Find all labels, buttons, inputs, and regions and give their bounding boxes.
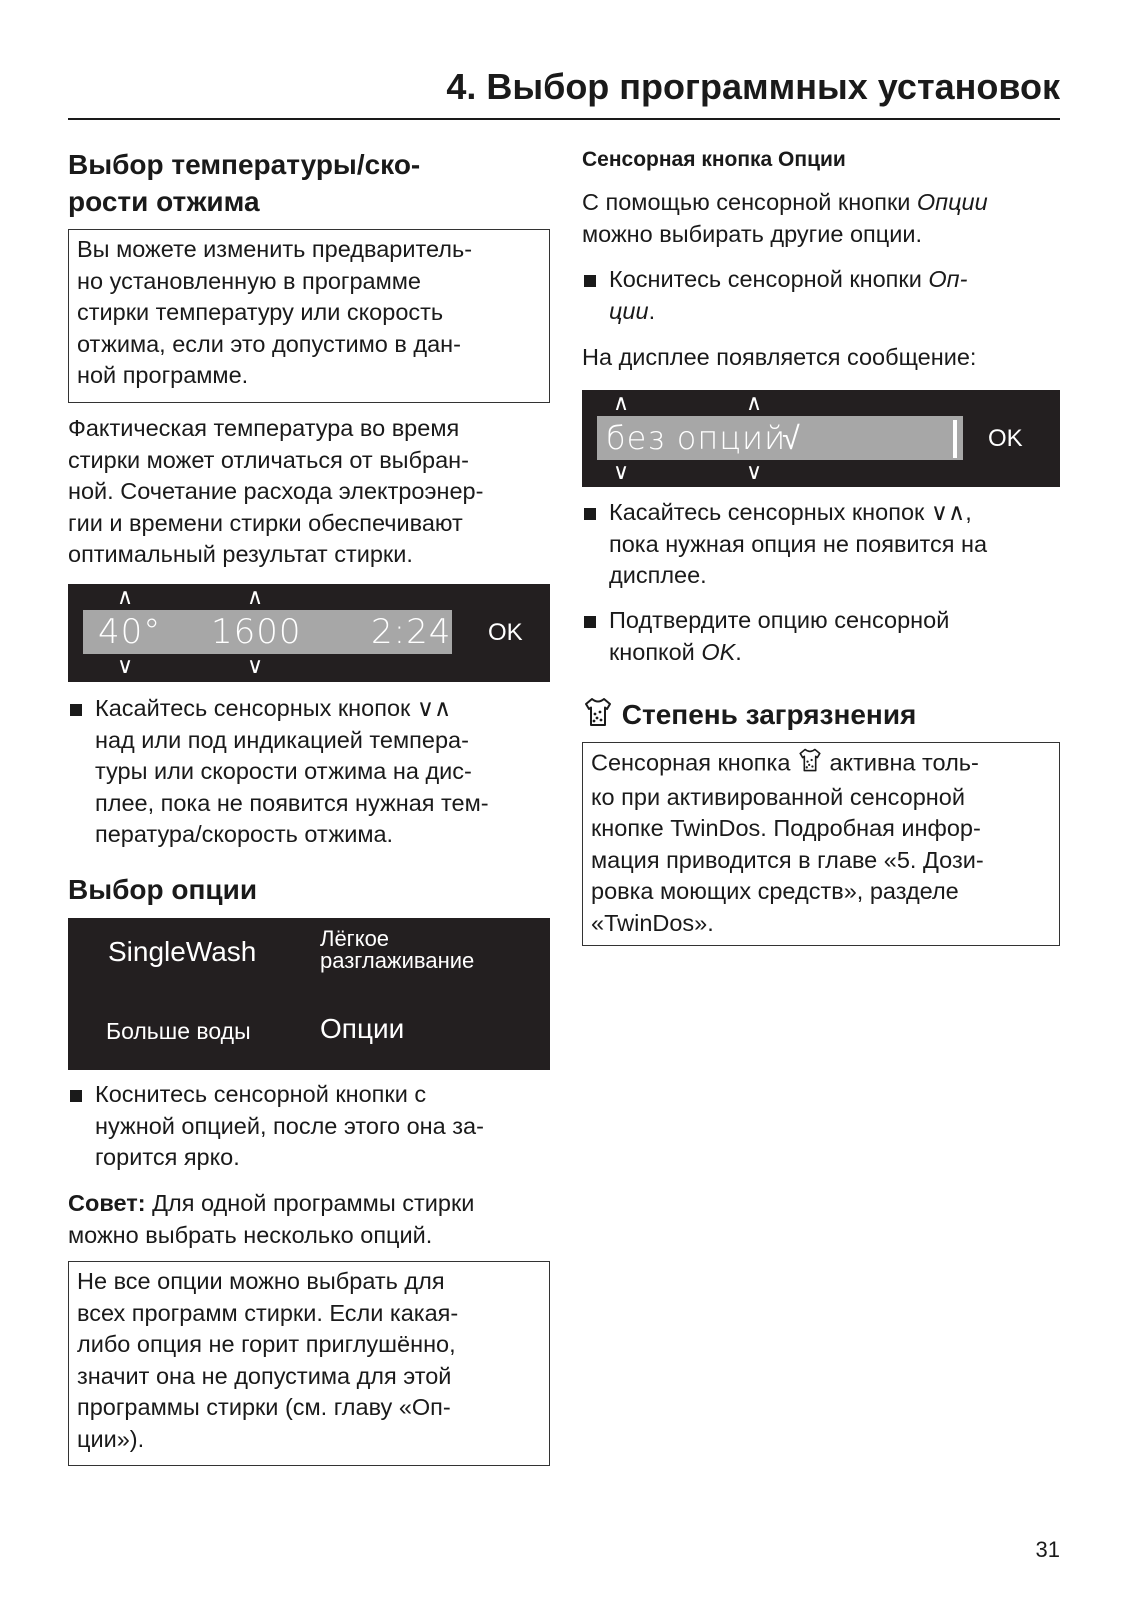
bullet-line: над или под индикацией темпера- — [95, 726, 469, 753]
bullet-line: плее, пока не появится нужная тем- — [95, 789, 489, 816]
bullet-line — [609, 264, 1060, 296]
ok-button[interactable]: OK — [988, 425, 1023, 452]
easy-iron-option[interactable] — [320, 928, 474, 972]
bullet-line: Касайтесь сенсорных кнопок ∨∧, — [609, 499, 972, 525]
bullet-temperature-spin — [68, 693, 550, 851]
bullet-line: Коснитесь сенсорной кнопки с — [95, 1081, 427, 1107]
paragraph-line: Фактическая температура во время — [68, 415, 460, 441]
bullet-confirm-option — [582, 605, 1060, 668]
paragraph-line: гии и времени стирки обеспечивают — [68, 509, 463, 536]
bullet-line — [609, 296, 1060, 328]
note-line: ции»). — [77, 1425, 145, 1452]
heading-text: Степень загрязнения — [621, 699, 917, 730]
note-line: ровка моющих средств», разделе — [591, 878, 959, 904]
tip-text: Для одной программы стирки — [145, 1190, 475, 1216]
note-line: но установленную в программе — [77, 267, 421, 294]
note-box-options — [68, 1261, 550, 1466]
bullet-scroll-options — [582, 497, 1060, 592]
note-line: ко при активированной сенсорной — [591, 783, 965, 810]
bullet-square-icon — [584, 616, 596, 628]
display-temperature-spin — [68, 584, 550, 682]
spin-up-arrow[interactable]: ∧ — [246, 585, 264, 610]
easy-iron-line: Лёгкое — [320, 926, 390, 951]
note-line: стирки температуру или скорость — [77, 299, 444, 325]
note-box-temperature — [68, 229, 550, 403]
text-italic: OK — [701, 638, 736, 665]
spin-down-arrow[interactable]: ∨ — [246, 654, 264, 679]
bullet-line: дисплее. — [609, 562, 707, 588]
text: С помощью сенсорной кнопки — [582, 189, 917, 215]
page-number: 31 — [1035, 1537, 1060, 1562]
note-line — [591, 747, 1049, 782]
header-divider — [68, 118, 1060, 120]
note-line: ной программе. — [77, 362, 249, 388]
display-option-text — [606, 419, 801, 457]
paragraph-actual-temperature — [68, 413, 550, 571]
bullet-item — [582, 497, 1060, 592]
option-up-arrow[interactable]: ∧ — [612, 391, 630, 416]
paragraph-line: можно выбирать другие опции. — [582, 220, 922, 247]
bullet-touch-options — [582, 264, 1060, 327]
note-line: либо опция не горит приглушённо, — [77, 1331, 456, 1357]
paragraph-line: оптимальный результат стирки. — [68, 541, 413, 567]
bullet-line: пока нужная опция не появится на — [609, 530, 988, 557]
option-down-arrow[interactable]: ∨ — [612, 460, 630, 485]
singlewash-option[interactable]: SingleWash — [108, 936, 257, 967]
scroll-indicator — [953, 420, 957, 458]
heading-line: Выбор температуры/ско- — [68, 149, 421, 180]
paragraph-options-intro — [582, 187, 1060, 250]
options-panel — [68, 918, 550, 1070]
page-header-title: 4. Выбор программных установок — [446, 66, 1060, 107]
heading-line: рости отжима — [68, 186, 260, 217]
bullet-line: горится ярко. — [95, 1144, 240, 1170]
heading-soil-level — [582, 696, 1060, 737]
paragraph-line: стирки может отличаться от выбран- — [68, 446, 469, 473]
heading-option-select: Выбор опции — [68, 874, 258, 905]
bullet-item — [68, 1079, 550, 1174]
heading-temperature-spin — [68, 146, 550, 220]
bullet-line: пература/скорость отжима. — [95, 821, 394, 847]
note-line: Не все опции можно выбрать для — [77, 1268, 445, 1294]
option-up-arrow-2[interactable]: ∧ — [745, 391, 763, 416]
text: . — [648, 297, 656, 324]
note-line: значит она не допустима для этой — [77, 1362, 452, 1389]
text: Коснитесь сенсорной кнопки — [609, 266, 929, 292]
subheading-options-button: Сенсорная кнопка Опции — [582, 148, 846, 171]
note-line: Вы можете изменить предваритель- — [77, 236, 473, 262]
option-text: без опций — [606, 419, 787, 457]
more-water-option[interactable]: Больше воды — [106, 1018, 251, 1044]
note-line: программы стирки (см. главу «Оп- — [77, 1394, 451, 1420]
bullet-line: Подтвердите опцию сенсорной — [609, 607, 950, 633]
note-line: «TwinDos». — [591, 909, 714, 936]
paragraph-line — [582, 187, 1060, 219]
paragraph-line: ной. Сочетание расхода электроэнер- — [68, 478, 484, 504]
display-temperature: 40° — [98, 612, 162, 652]
tip-paragraph — [68, 1188, 550, 1251]
tip-line — [68, 1188, 550, 1220]
bullet-square-icon — [584, 275, 596, 287]
bullet-item — [582, 264, 1060, 327]
bullet-line: нужной опцией, после этого она за- — [95, 1112, 484, 1139]
option-down-arrow-2[interactable]: ∨ — [745, 460, 763, 485]
ok-button[interactable]: OK — [488, 619, 523, 646]
bullet-line: туры или скорости отжима на дис- — [95, 758, 472, 784]
display-message-label: На дисплее появляется сообщение: — [582, 344, 977, 370]
display-options — [582, 390, 1060, 487]
note-line: отжима, если это допустимо в дан- — [77, 330, 461, 357]
bullet-item — [68, 693, 550, 851]
display-spin-speed: 1600 — [211, 612, 302, 652]
note-line: всех программ стирки. Если какая- — [77, 1299, 459, 1326]
bullet-item — [582, 605, 1060, 668]
temperature-up-arrow[interactable]: ∧ — [116, 585, 134, 610]
text: кнопкой — [609, 638, 702, 665]
soiled-shirt-icon — [797, 747, 823, 782]
bullet-line: Касайтесь сенсорных кнопок ∨∧ — [95, 695, 452, 721]
options-option[interactable]: Опции — [320, 1013, 405, 1044]
text-italic: Опции — [916, 189, 988, 215]
bullet-square-icon — [70, 1090, 82, 1102]
text-italic: Оп- — [928, 266, 968, 292]
easy-iron-line: разглаживание — [320, 948, 475, 973]
bullet-square-icon — [584, 508, 596, 520]
temperature-down-arrow[interactable]: ∨ — [116, 654, 134, 679]
note-box-soil-level — [582, 742, 1060, 946]
note-line: кнопке TwinDos. Подробная инфор- — [591, 815, 981, 841]
check-icon: √ — [782, 419, 801, 457]
text-italic: ции — [609, 297, 649, 324]
soiled-shirt-icon — [582, 696, 614, 737]
note-line: мация приводится в главе «5. Дози- — [591, 846, 984, 873]
tip-label: Совет: — [68, 1190, 146, 1216]
tip-line: можно выбрать несколько опций. — [68, 1221, 433, 1248]
bullet-line — [609, 637, 1060, 669]
bullet-square-icon — [70, 704, 82, 716]
text: Сенсорная кнопка — [591, 749, 797, 776]
text: активна толь- — [822, 749, 979, 776]
bullet-option-select — [68, 1079, 550, 1174]
text: . — [735, 638, 742, 665]
display-time: 2:24 — [371, 612, 452, 652]
